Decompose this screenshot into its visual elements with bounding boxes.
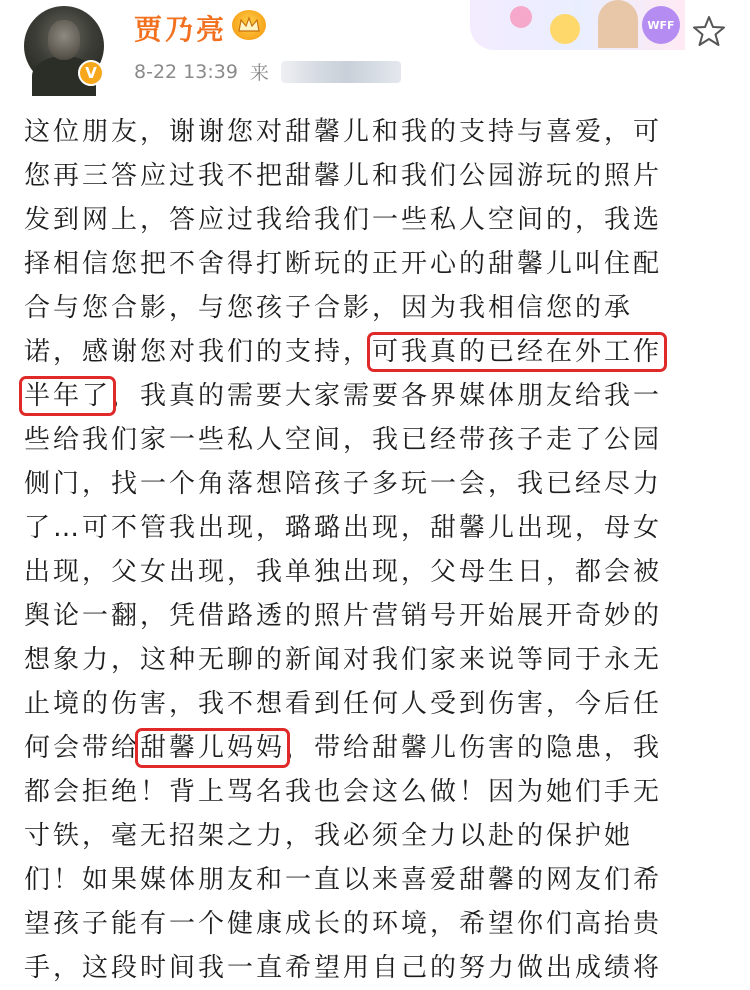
highlighted-phrase: 半年了 — [24, 381, 112, 411]
post-line: 侧门，找一个角落想陪孩子多玩一会，我已经尽力 — [24, 469, 663, 499]
post-text: 诺，感谢您对我们的支持， — [24, 337, 373, 367]
post-line — [24, 726, 724, 770]
post-line: 寸铁，毫无招架之力，我必须全力以赴的保护她 — [24, 821, 634, 851]
star-outline-icon[interactable] — [692, 14, 726, 48]
yellow-bubble-icon — [550, 14, 580, 44]
post-text: ，我真的需要大家需要各界媒体朋友给我一 — [111, 381, 663, 411]
post-line: 些给我们家一些私人空间，我已经带孩子走了公园 — [24, 425, 663, 455]
post-line: 们！如果媒体朋友和一直以来喜爱甜馨的网友们希 — [24, 865, 663, 895]
source-label: 来 — [249, 62, 269, 84]
post-line: 舆论一翻，凭借路透的照片营销号开始展开奇妙的 — [24, 601, 663, 631]
post-text: 何会带给 — [24, 733, 141, 763]
pink-bubble-icon — [510, 6, 532, 28]
highlighted-phrase: 甜馨儿妈妈 — [140, 733, 286, 763]
post-line: 合与您合影，与您孩子合影，因为我相信您的承 — [24, 293, 634, 323]
avatar-face — [48, 20, 80, 60]
blurred-source — [281, 61, 401, 83]
post-line — [24, 374, 724, 418]
post-line: 择相信您把不舍得打断玩的正开心的甜馨儿叫住配 — [24, 249, 663, 279]
verified-badge-icon: V — [78, 60, 104, 86]
crown-glyph — [238, 17, 260, 33]
username[interactable]: 贾乃亮 — [134, 13, 228, 46]
post-body — [24, 110, 724, 990]
highlighted-phrase: 可我真的已经在外工作 — [372, 337, 663, 367]
post-line: 都会拒绝！背上骂名我也会这么做！因为她们手无 — [24, 777, 663, 807]
post-meta — [134, 58, 401, 85]
post-line: 您再三答应过我不把甜馨儿和我们公园游玩的照片 — [24, 161, 663, 191]
post-line — [24, 330, 724, 374]
post-text: ，带给甜馨儿伤害的隐患，我 — [285, 733, 663, 763]
post-line: 止境的伤害，我不想看到任何人受到伤害，今后任 — [24, 689, 663, 719]
crown-icon — [232, 10, 266, 40]
decoration-banner[interactable] — [470, 0, 685, 50]
post-line: 出现，父女出现，我单独出现，父母生日，都会被 — [24, 557, 663, 587]
post-line: 手，这段时间我一直希望用自己的努力做出成绩将 — [24, 953, 663, 983]
post-line: 了…可不管我出现，璐璐出现，甜馨儿出现，母女 — [24, 513, 663, 543]
post-line: 想象力，这种无聊的新闻对我们家来说等同于永无 — [24, 645, 663, 675]
post-header — [0, 0, 750, 92]
portrait-image — [598, 0, 638, 48]
post-line: 发到网上，答应过我给我们一些私人空间的，我选 — [24, 205, 663, 235]
wff-badge: WFF — [642, 6, 680, 44]
timestamp: 8-22 13:39 — [134, 60, 238, 83]
post-line: 这位朋友，谢谢您对甜馨儿和我的支持与喜爱，可 — [24, 117, 663, 147]
post-line: 望孩子能有一个健康成长的环境，希望你们高抬贵 — [24, 909, 663, 939]
